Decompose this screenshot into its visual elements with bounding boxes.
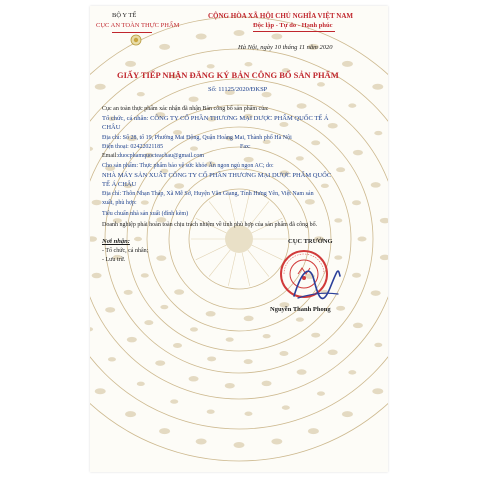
email-label: Email: <box>102 153 118 159</box>
recipients-title: Nơi nhận: <box>102 238 130 245</box>
signer-title: CỤC TRƯỞNG <box>288 238 333 245</box>
country-name: CỘNG HÒA XÃ HỘI CHỦ NGHĨA VIỆT NAM <box>208 12 354 20</box>
recipient-item: - Tổ chức, cá nhân; <box>102 248 149 254</box>
department-name: CỤC AN TOÀN THỰC PHẨM <box>96 22 180 29</box>
document-number: Số: 11125/2020/ĐKSP <box>208 86 268 93</box>
organization-line-2: CHÂU <box>102 124 121 131</box>
national-motto: Độc lập - Tự do - Hạnh phúc <box>253 22 333 29</box>
place-date: Hà Nội, ngày 10 tháng 11 năm 2020 <box>238 44 333 51</box>
responsibility-line: Doanh nghiệp phải hoàn toàn chịu trách nhiệm về tính phù hợp của sản phẩm đã công bố. <box>102 222 318 228</box>
organization-address: Địa chỉ: Số 28, tổ 19, Phường Mai Động, Quận Hoàng Mai, Thành phố Hà Nội <box>102 135 292 141</box>
motto-underline <box>253 31 335 32</box>
fax-label: Fax: <box>240 144 251 150</box>
manufacturer-line-1: NHÀ MÁY SẢN XUẤT CÔNG TY CỔ PHẦN THƯƠNG MẠI DƯỢC PHẨM QUỐC <box>102 172 332 179</box>
ministry-emblem-icon <box>130 34 142 46</box>
manufacturer-address-line-2: xuất, phù hợp: <box>102 200 137 206</box>
signature-icon <box>276 258 346 313</box>
phone-row <box>102 144 163 151</box>
organization-line-1: Tổ chức, cá nhân: CÔNG TY CỔ PHẦN THƯƠNG MẠI DƯỢC PHẨM QUỐC TẾ Á <box>102 115 329 122</box>
signer-name: Nguyễn Thanh Phong <box>270 306 331 313</box>
ministry-name: BỘ Y TẾ <box>112 12 137 19</box>
department-underline <box>112 32 152 33</box>
intro-text: Cục an toàn thực phẩm xác nhận đã nhận Bản công bố sản phẩm của: <box>102 106 269 112</box>
product-line: Cho sản phẩm: Thực phẩm bảo vệ sức khỏe Ăn ngon ngủ ngon AC; do: <box>102 163 274 169</box>
manufacturer-address-line-1: Địa chỉ: Thôn Nhạn Tháp, Xã Mễ Sở, Huyện Văn Giang, Tỉnh Hưng Yên, Việt Nam sản <box>102 191 314 197</box>
document-title: GIẤY TIẾP NHẬN ĐĂNG KÝ BẢN CÔNG BỐ SẢN PHẨM <box>117 70 339 80</box>
email-row <box>102 153 204 160</box>
standard-line: Tiêu chuẩn nhà sản xuất (đính kèm) <box>102 211 189 217</box>
manufacturer-line-2: TẾ Á CHÂU <box>102 181 137 188</box>
phone-label: Điện thoại: <box>102 144 129 150</box>
recipient-item: - Lưu trữ. <box>102 257 126 263</box>
document-page <box>90 6 388 472</box>
phone-value: 02422021185 <box>130 144 164 150</box>
email-value: duocphamquocteachau@gmail.com <box>118 153 204 159</box>
